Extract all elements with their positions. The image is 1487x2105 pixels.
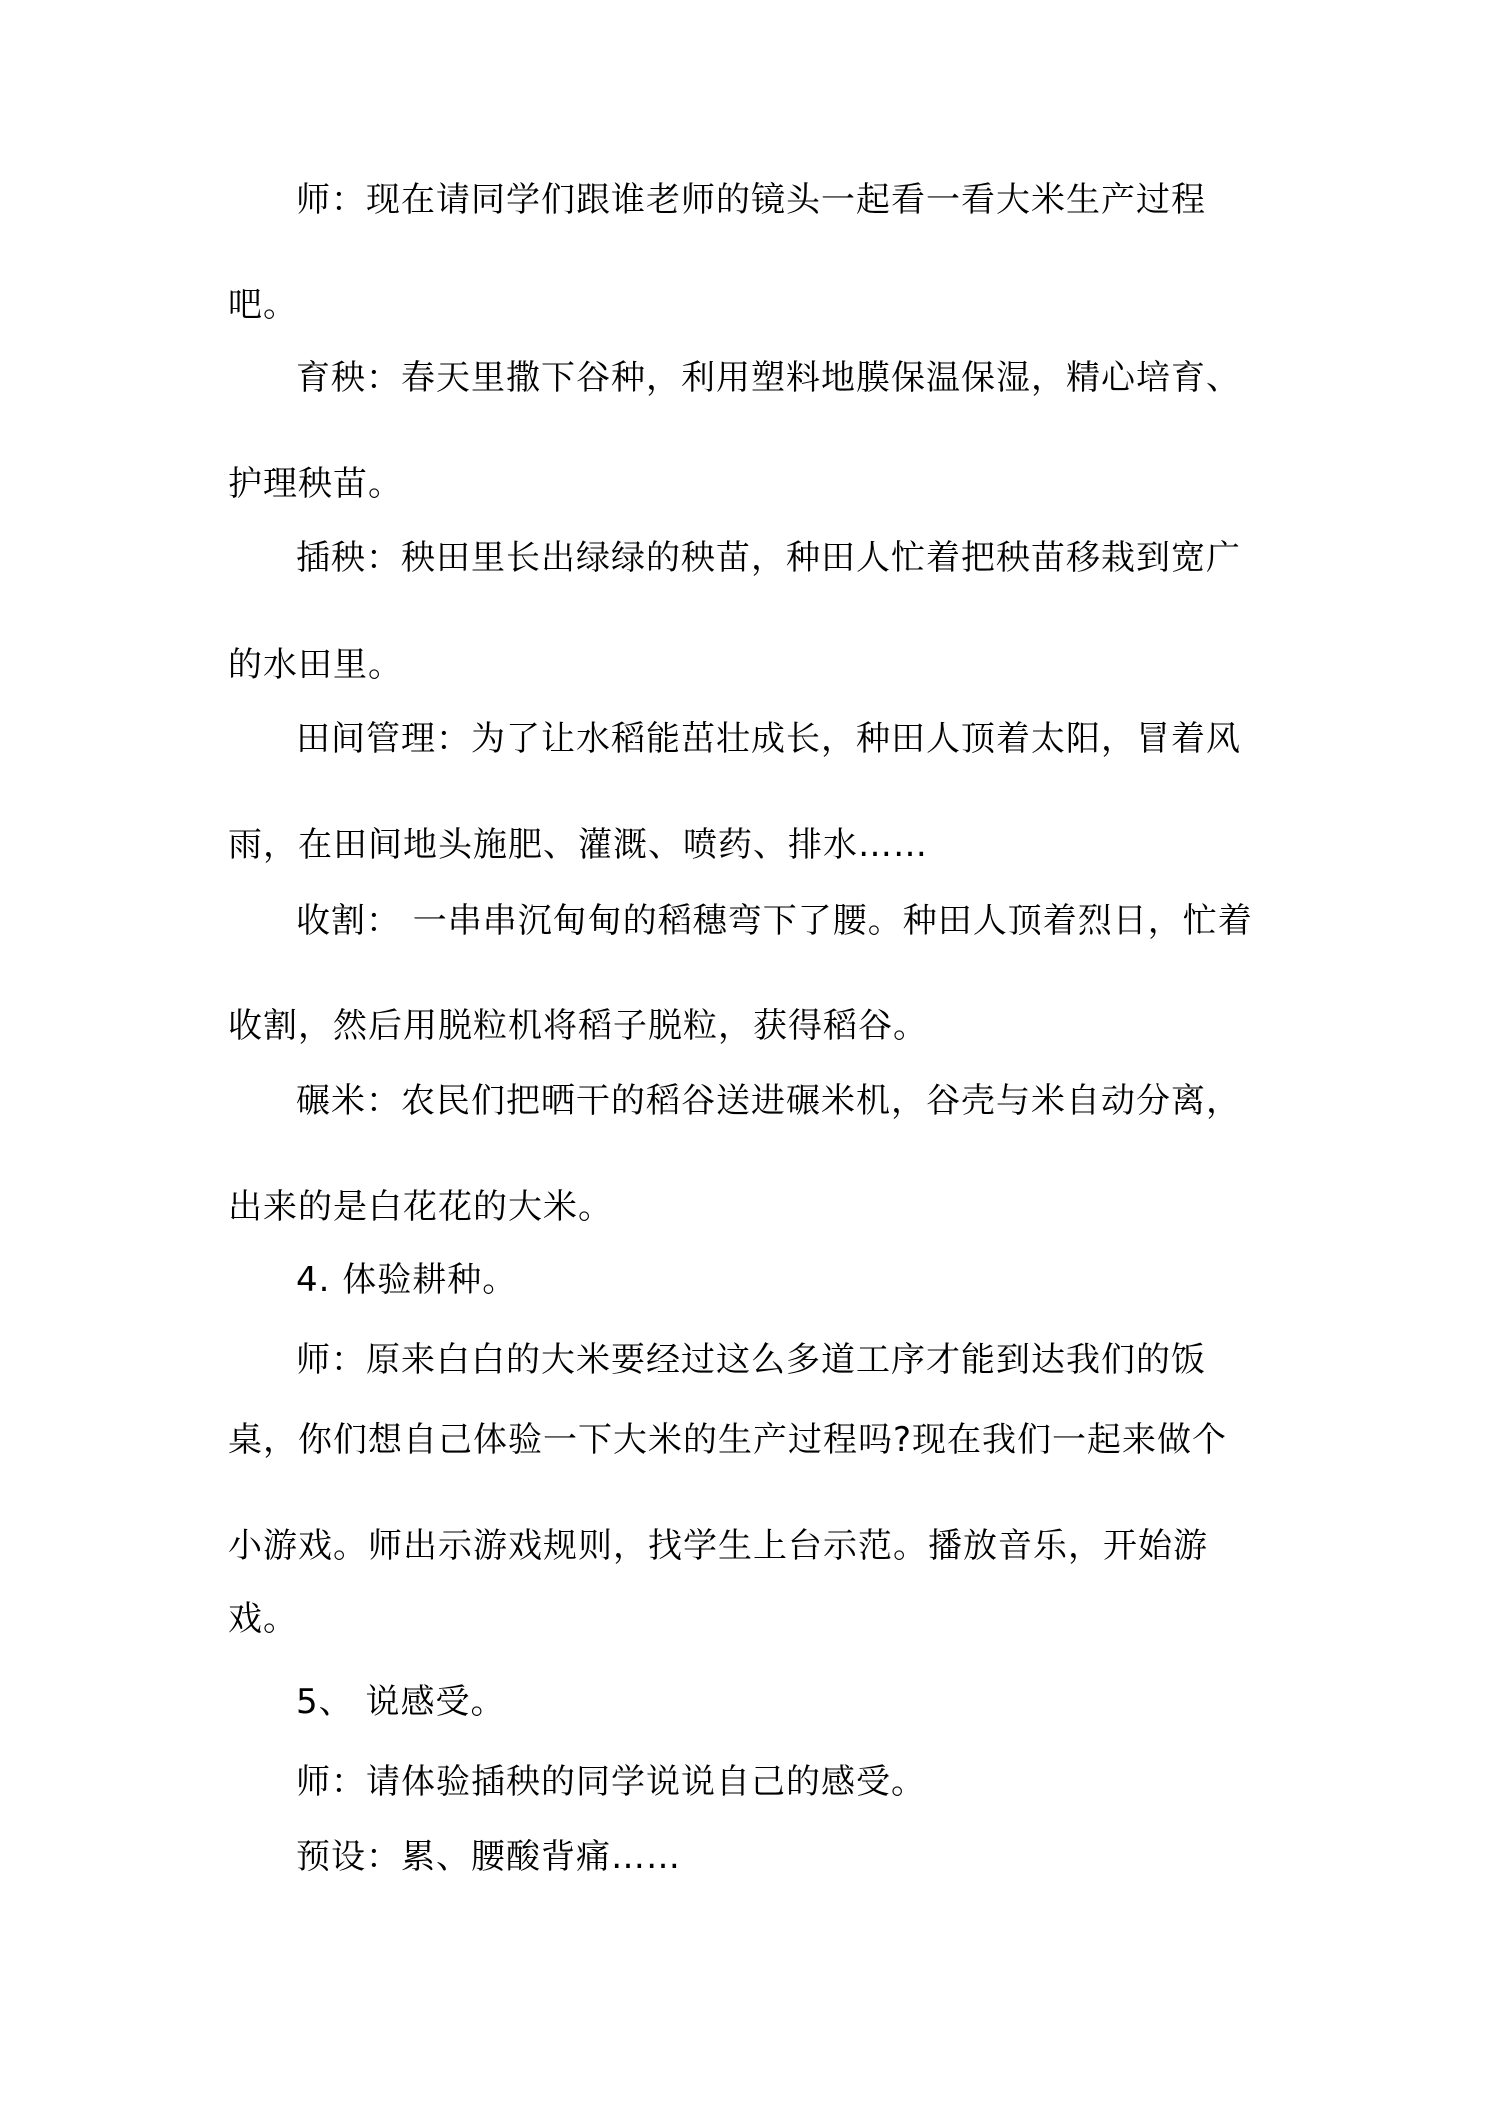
- text-line: 插秧：秧田里长出绿绿的秧苗，种田人忙着把秧苗移栽到宽广: [296, 538, 1241, 578]
- text-line: 4. 体验耕种。: [296, 1260, 518, 1300]
- text-line: 收割，然后用脱粒机将稻子脱粒，获得稻谷。: [228, 1006, 928, 1046]
- text-line: 师：现在请同学们跟谁老师的镜头一起看一看大米生产过程: [296, 180, 1206, 220]
- text-line: 师：原来白白的大米要经过这么多道工序才能到达我们的饭: [296, 1340, 1206, 1380]
- text-line: 护理秧苗。: [228, 464, 403, 504]
- text-line: 预设：累、腰酸背痛……: [296, 1837, 681, 1877]
- text-line: 出来的是白花花的大米。: [228, 1187, 613, 1227]
- text-line: 碾米：农民们把晒干的稻谷送进碾米机，谷壳与米自动分离，: [296, 1081, 1241, 1121]
- text-line: 桌，你们想自己体验一下大米的生产过程吗?现在我们一起来做个: [228, 1420, 1228, 1460]
- text-line: 小游戏。师出示游戏规则，找学生上台示范。播放音乐，开始游: [228, 1526, 1208, 1566]
- text-line: 戏。: [228, 1599, 298, 1639]
- text-line: 育秧：春天里撒下谷种，利用塑料地膜保温保湿，精心培育、: [296, 358, 1241, 398]
- text-line: 5、 说感受。: [296, 1682, 506, 1722]
- text-line: 雨，在田间地头施肥、灌溉、喷药、排水……: [228, 825, 928, 865]
- text-line: 的水田里。: [228, 645, 403, 685]
- text-line: 师：请体验插秧的同学说说自己的感受。: [296, 1762, 926, 1802]
- text-line: 收割： 一串串沉甸甸的稻穗弯下了腰。种田人顶着烈日，忙着: [296, 901, 1253, 941]
- text-line: 田间管理：为了让水稻能茁壮成长，种田人顶着太阳，冒着风: [296, 719, 1241, 759]
- text-line: 吧。: [228, 285, 298, 325]
